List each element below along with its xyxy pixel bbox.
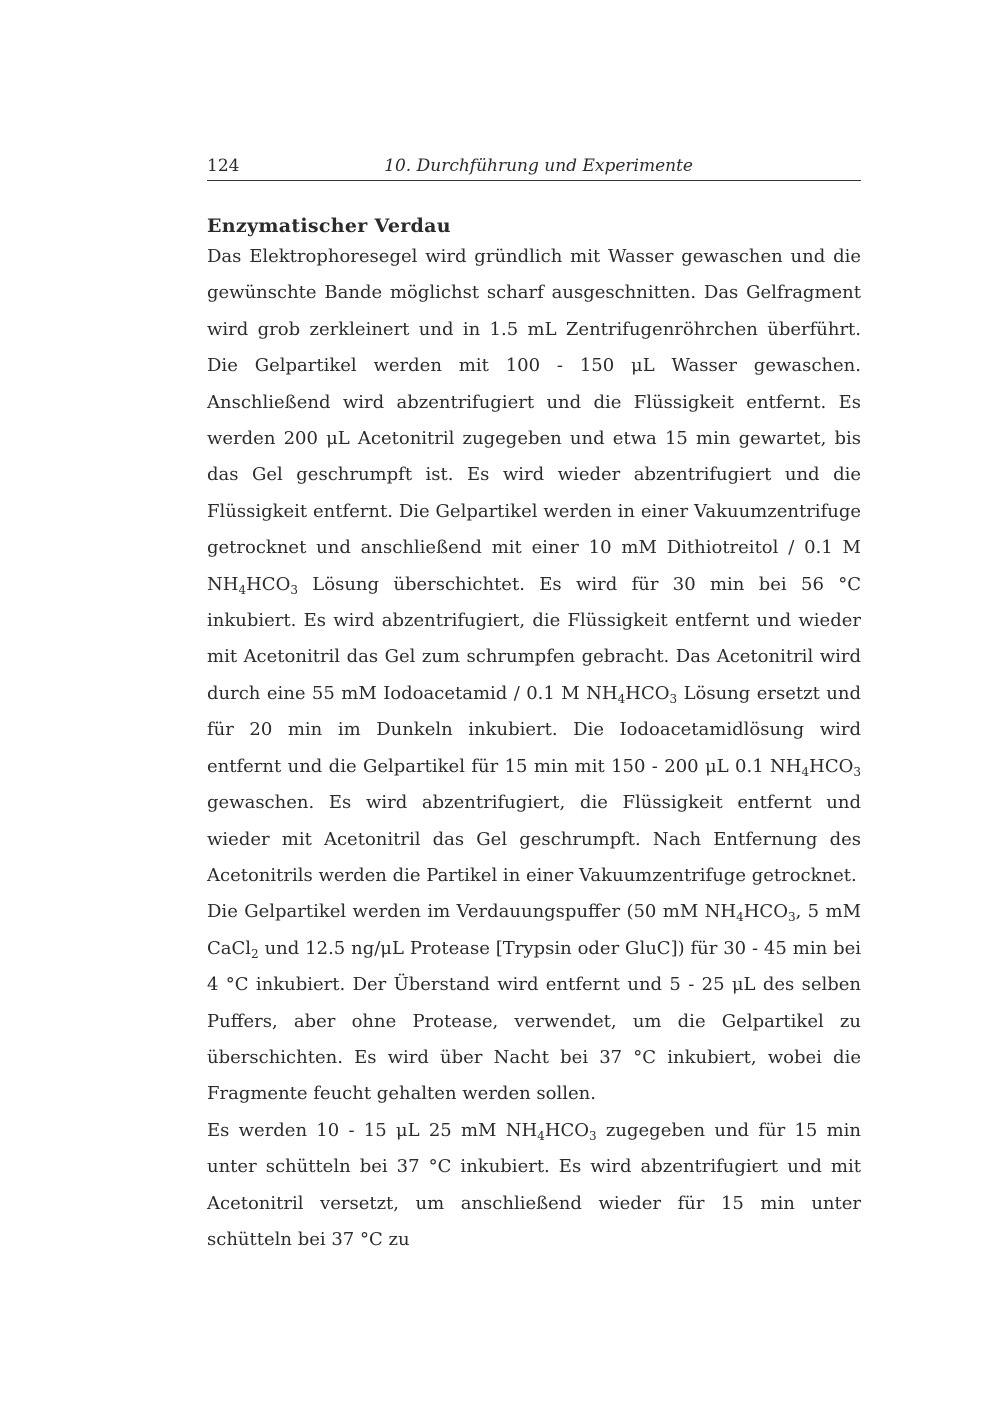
chapter-title: 10. Durchführung und Experimente: [384, 156, 693, 176]
paragraph-1: Das Elektrophoresegel wird gründlich mit Wasser gewaschen und die gewünschte Bande möglichst scharf ausgeschnitten. Das Gelfragment wird grob zerkleinert und in 1.5 mL Zentrifugenröhrchen überführt. Die Gelpartikel werden mit 100 - 150 μL Wasser gewaschen. Anschließend wird abzentrifugiert und die Flüssigkeit entfernt. Es werden 200 μL Acetonitril zugegeben und etwa 15 min gewartet, bis das Gel geschrumpft ist. Es wird wieder abzentrifugiert und die Flüssigkeit entfernt. Die Gelpartikel werden in einer Vakuumzentrifuge getrocknet und anschließend mit einer 10 mM Dithiotreitol / 0.1 M $NH_4HCO_3$ Lösung überschichtet. Es wird für 30 min bei 56 °C inkubiert. Es wird abzentrifugiert, die Flüssigkeit entfernt und wieder mit Acetonitril das Gel zum schrumpfen gebracht. Das Acetonitril wird durch eine 55 mM Iodoacetamid / 0.1 M $NH_4HCO_3$ Lösung ersetzt und für 20 min im Dunkeln inkubiert. Die Iodoacetamidlösung wird entfernt und die Gelpartikel für 15 min mit 150 - 200 μL 0.1 $NH_4HCO_3$ gewaschen. Es wird abzentrifugiert, die Flüssigkeit entfernt und wieder mit Acetonitril das Gel geschrumpft. Nach Entfernung des Acetonitrils werden die Partikel in einer Vakuumzentrifuge getrocknet.: [207, 246, 861, 886]
running-header: [207, 150, 861, 181]
section-heading: Enzymatischer Verdau: [207, 215, 451, 237]
paragraph-2: Die Gelpartikel werden im Verdauungspuffer (50 mM $NH_4HCO_3$, 5 mM CaCl$_2$ und 12.5 ng/μL Protease [Trypsin oder GluC]) für 30 - 45 min bei 4 °C inkubiert. Der Überstand wird entfernt und 5 - 25 μL des selben Puffers, aber ohne Protease, verwendet, um die Gelpartikel zu überschichten. Es wird über Nacht bei 37 °C inkubiert, wobei die Fragmente feucht gehalten werden sollen.: [207, 901, 862, 1105]
page: [207, 150, 861, 1258]
paragraph-3: Es werden 10 - 15 μL 25 mM $NH_4HCO_3$ zugegeben und für 15 min unter schütteln bei 37 °C inkubiert. Es wird abzentrifugiert und mit Acetonitril versetzt, um anschließend wieder für 15 min unter schütteln bei 37 °C zu: [207, 1119, 861, 1250]
page-number: 124: [207, 156, 240, 176]
